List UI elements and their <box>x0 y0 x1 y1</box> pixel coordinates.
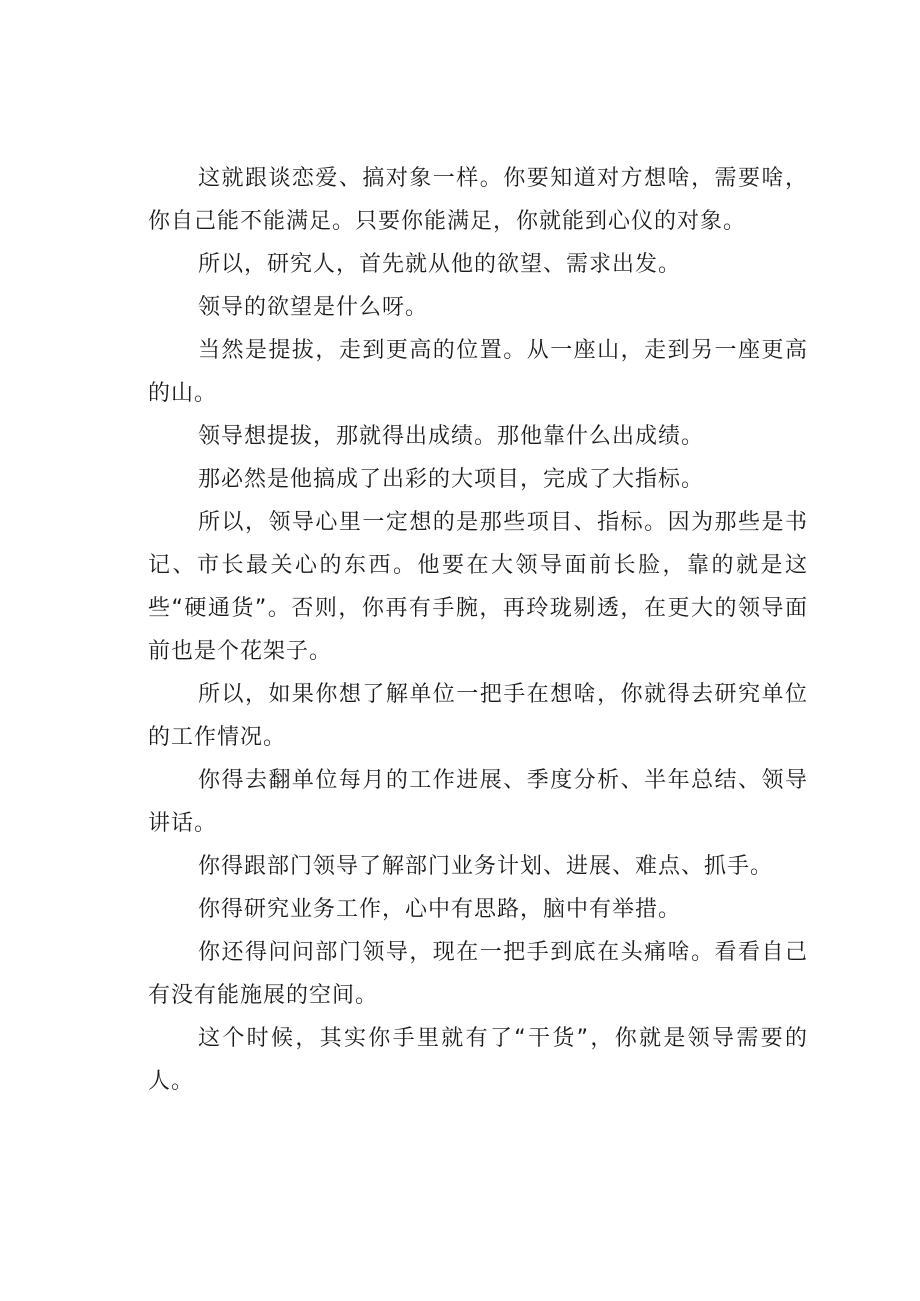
paragraph-12: 你还得问问部门领导，现在一把手到底在头痛啥。看看自己有没有能施展的空间。 <box>148 940 808 1008</box>
paragraph-2: 所以，研究人，首先就从他的欲望、需求出发。 <box>198 252 682 277</box>
paragraph-9: 你得去翻单位每月的工作进展、季度分析、半年总结、领导讲话。 <box>148 768 808 836</box>
paragraph-7: 所以，领导心里一定想的是那些项目、指标。因为那些是书记、市长最关心的东西。他要在大领导面前长脸，靠的就是这些“硬通货”。否则，你再有手腕，再玲珑剔透，在更大的领导面前也是个花架子。 <box>148 510 808 664</box>
paragraph-13: 这个时候，其实你手里就有了“干货”，你就是领导需要的人。 <box>148 1026 808 1094</box>
paragraph-6: 那必然是他搞成了出彩的大项目，完成了大指标。 <box>198 467 705 492</box>
paragraph-3: 领导的欲望是什么呀。 <box>198 295 429 320</box>
paragraph-1: 这就跟谈恋爱、搞对象一样。你要知道对方想啥，需要啥，你自己能不能满足。只要你能满足，你就能到心仪的对象。 <box>148 166 808 234</box>
paragraph-5: 领导想提拔，那就得出成绩。那他靠什么出成绩。 <box>198 424 705 449</box>
paragraph-4: 当然是提拔，走到更高的位置。从一座山，走到另一座更高的山。 <box>148 338 808 406</box>
document-body <box>148 157 808 1103</box>
paragraph-8: 所以，如果你想了解单位一把手在想啥，你就得去研究单位的工作情况。 <box>148 682 808 750</box>
paragraph-11: 你得研究业务工作，心中有思路，脑中有举措。 <box>198 897 682 922</box>
paragraph-10: 你得跟部门领导了解部门业务计划、进展、难点、抓手。 <box>198 854 774 879</box>
